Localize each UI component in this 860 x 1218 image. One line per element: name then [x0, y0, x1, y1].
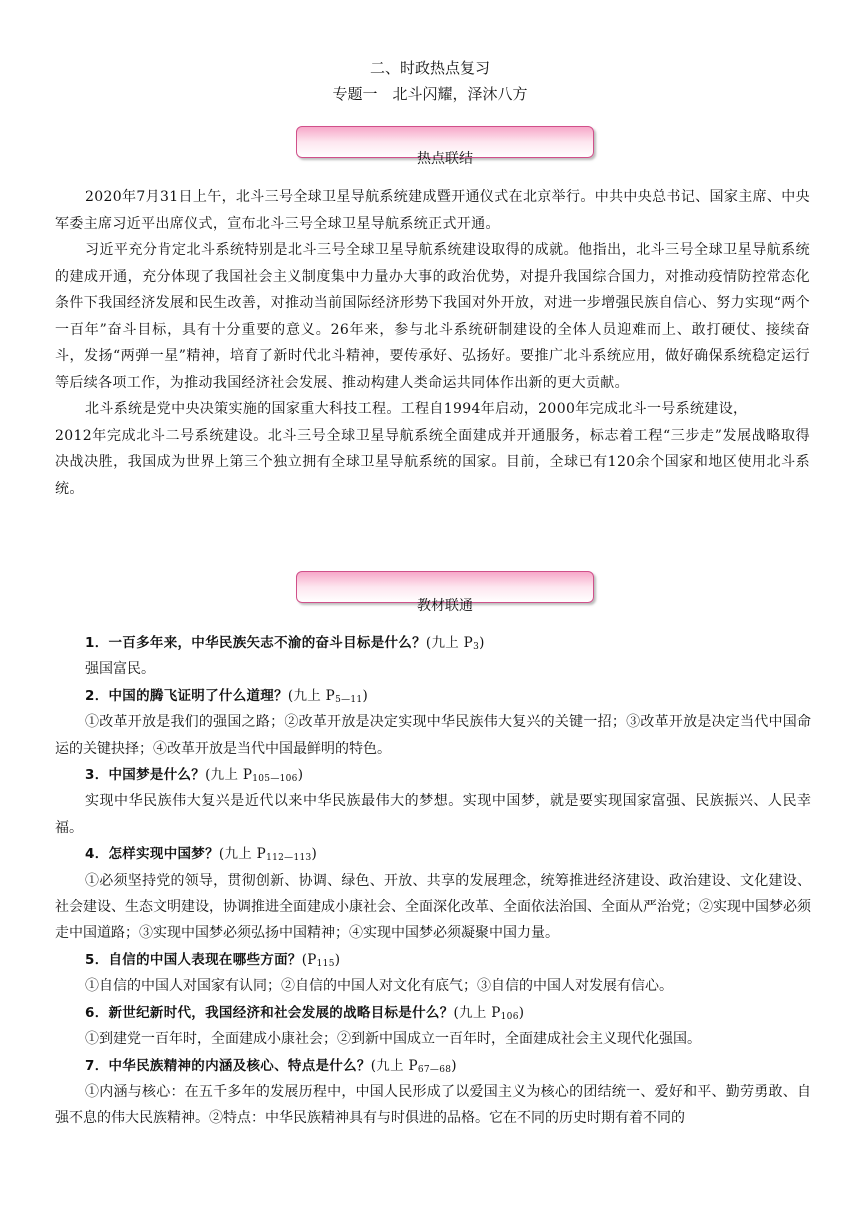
section-title: 二、时政热点复习 [369, 59, 490, 77]
hotspot-section [55, 184, 810, 502]
question-text: 2．中国的腾飞证明了什么道理？ [85, 687, 288, 704]
textbook-banner-label: 教材联通 [417, 598, 473, 614]
answer-text: 实现中华民族伟大复兴是近代以来中华民族最伟大的梦想。实现中国梦，就是要实现国家富强、民族振兴、人民幸福。 [55, 793, 811, 836]
question-line [55, 683, 811, 709]
question-line [55, 1000, 811, 1026]
page-reference: (九上 $P_{67—68}$) [370, 1057, 457, 1075]
answer-text: ①必须坚持党的领导，贯彻创新、协调、绿色、开放、共享的发展理念，统筹推进经济建设、政治建设、文化建设、社会建设、生态文明建设，协调推进全面建成小康社会、全面深化改革、全面依法治国、全面从严治党；②实现中国梦必须走中国道路；③实现中国梦必须弘扬中国精神；④实现中国梦必须凝聚中国力量。 [55, 872, 811, 942]
answer-text: ①自信的中国人对国家有认同；②自信的中国人对文化有底气；③自信的中国人对发展有信心。 [85, 978, 673, 995]
page-reference: (九上 $P_3$) [425, 635, 485, 652]
question-line [55, 947, 811, 973]
hotspot-paragraph: 习近平充分肯定北斗系统特别是北斗三号全球卫星导航系统建设取得的成就。他指出，北斗三号全球卫星导航系统的建成开通，充分体现了我国社会主义制度集中力量办大事的政治优势，对提升我国综合国力，对推动疫情防控常态化条件下我国经济发展和民生改善，对推动当前国际经济形势下我国对外开放，对进一步增强民族自信心、努力实现“两个一百年”奋斗目标，具有十分重要的意义。26年来，参与北斗系统研制建设的全体人员迎难而上、敢打硬仗、接续奋斗，发扬“两弹一星”精神，培育了新时代北斗精神，要传承好、弘扬好。要推广北斗系统应用，做好确保系统稳定运行等后续各项工作，为推动我国经济社会发展、推动构建人类命运共同体作出新的更大贡献。 [55, 242, 810, 391]
page-reference: (九上 $P_{112—113}$) [218, 846, 318, 864]
answer-text: 强国富民。 [85, 661, 155, 678]
answer-text: ①内涵与核心：在五千多年的发展历程中，中国人民形成了以爱国主义为核心的团结统一、爱好和平、勤劳勇敢、自强不息的伟大民族精神。②特点：中华民族精神具有与时俱进的品格。它在不同的历史时期有着不同的 [55, 1083, 811, 1127]
question-text: 6．新世纪新时代，我国经济和社会发展的战略目标是什么？ [85, 1004, 454, 1021]
question-text: 1．一百多年来，中华民族矢志不渝的奋斗目标是什么？ [85, 635, 426, 651]
question-text: 7．中华民族精神的内涵及核心、特点是什么？ [85, 1057, 371, 1074]
page-reference: (九上 $P_{106}$) [453, 1004, 525, 1022]
question-line [55, 630, 811, 656]
question-text: 3．中国梦是什么？ [85, 767, 206, 784]
hotspot-banner-label: 热点联结 [417, 151, 473, 167]
page-reference: (九上 $P_{5—11}$) [287, 687, 369, 705]
textbook-section [55, 630, 811, 1132]
page-reference: (九上 $P_{105—106}$) [205, 767, 304, 785]
hotspot-paragraph: 2012年完成北斗二号系统建设。北斗三号全球卫星导航系统全面建成并开通服务，标志着工程“三步走”发展战略取得决战决胜，我国成为世界上第三个独立拥有全球卫星导航系统的国家。目前，全球已有120余个国家和地区使用北斗系统。 [55, 427, 810, 497]
question-line [55, 1053, 811, 1079]
answer-text: ①改革开放是我们的强国之路；②改革开放是决定实现中华民族伟大复兴的关键一招；③改革开放是决定当代中国命运的关键抉择；④改革开放是当代中国最鲜明的特色。 [55, 714, 811, 757]
question-text: 5．自信的中国人表现在哪些方面？ [85, 951, 302, 968]
topic-title: 专题一 北斗闪耀，泽沐八方 [332, 85, 528, 103]
hotspot-paragraph: 2020年7月31日上午，北斗三号全球卫星导航系统建成暨开通仪式在北京举行。中共中央总书记、国家主席、中央军委主席习近平出席仪式，宣布北斗三号全球卫星导航系统正式开通。 [55, 189, 810, 232]
hotspot-paragraph: 北斗系统是党中央决策实施的国家重大科技工程。工程自1994年启动，2000年完成北斗一号系统建设， [85, 401, 748, 417]
question-line [55, 762, 811, 788]
answer-text: ①到建党一百年时，全面建成小康社会；②到新中国成立一百年时，全面建成社会主义现代化强国。 [85, 1031, 701, 1048]
question-text: 4．怎样实现中国梦？ [85, 846, 219, 863]
question-line [55, 841, 811, 867]
page-reference: $(P_{115})$ [301, 951, 341, 969]
